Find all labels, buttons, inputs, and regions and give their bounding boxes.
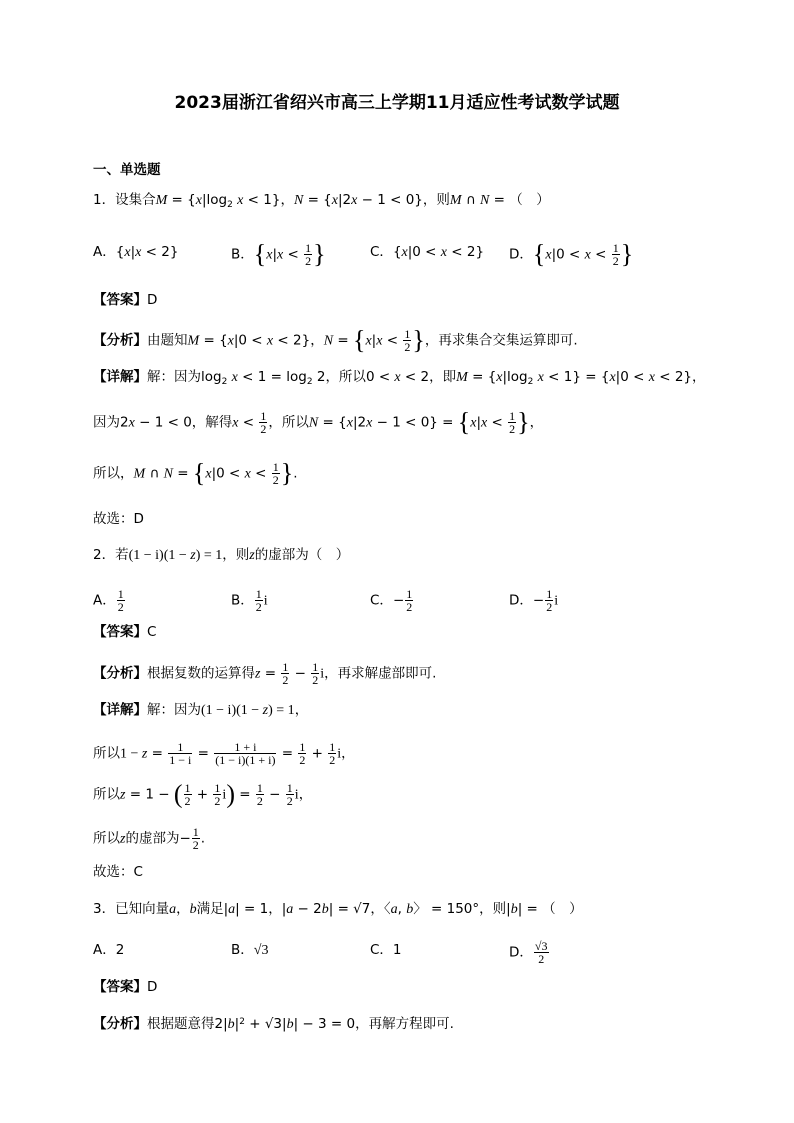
q1-detail-line1: 【详解】解：因为$\log_2 x < 1 = \log_2 2$，所以0 < x < 2，即$M = \{x|\log_2$ x < 1} = {x|0 < x < 2}， (93, 369, 706, 387)
q1-option-c[interactable]: C．{x|0 < x < 2} (370, 244, 485, 260)
q3-option-d[interactable]: D． $\frac{√3}{2}$ (509, 939, 548, 966)
q1-option-b[interactable]: B．{x|x < $\frac{1}{2}$ } (231, 239, 326, 269)
q2-choose: 故选：C (93, 864, 143, 880)
q1-answer: 【答案】D (93, 292, 158, 308)
q1-detail-line2: 因为2x − 1 < 0，解得x < $\frac{1}{2}$ ，所以N = {x|2x − 1 < 0} = {x|x < $\frac{1}{2}$ }， (93, 407, 544, 437)
q3-option-b[interactable]: B．√3 (231, 942, 269, 958)
q2-option-c[interactable]: C．− $\frac{1}{2}$ (370, 587, 413, 614)
q2-stem: 2．若(1 − i)(1 − z) = 1，则z的虚部为（ ） (93, 547, 350, 563)
q1-choose: 故选：D (93, 511, 144, 527)
q2-detail-line3: 所以z = 1 − ( $\frac{1}{2}$ + $\frac{1}{2}$ i) = $\frac{1}{2}$ − $\frac{1}{2}$ i， (93, 779, 313, 809)
q2-option-a[interactable]: A． $\frac{1}{2}$ (93, 587, 124, 614)
q1-stem: 1．设集合$M = \{x|\log_2$ x < 1}，N = {x|2x − 1 < 0}，则M ∩ N = （ ） (93, 192, 550, 210)
page-title: 2023届浙江省绍兴市高三上学期11月适应性考试数学试题 (174, 93, 620, 113)
q3-option-a[interactable]: A．2 (93, 942, 125, 958)
q1-number: 1． (93, 192, 116, 208)
q1-option-d[interactable]: D．{x|0 < x < $\frac{1}{2}$ } (509, 239, 634, 269)
q2-detail-line2: 所以1 − z = $\frac{1}{1 - i}$ = $\frac{1 + i}{(1 - i)(1 + i)}$ = $\frac{1}{2}$ + $\frac{1}{2}$ i， (93, 740, 355, 767)
q1-option-a[interactable]: A．{x|x < 2} (93, 244, 179, 260)
q3-stem: 3．已知向量a，b满足|a| = 1，|a − 2b| = √7，〈a, b〉 = 150°，则|b| = （ ） (93, 901, 583, 917)
q3-option-c[interactable]: C．1 (370, 942, 402, 958)
q2-number: 2．若 (93, 547, 129, 563)
q2-analysis: 【分析】根据复数的运算得z = $\frac{1}{2}$ − $\frac{1}{2}$ i，再求解虚部即可. (93, 660, 437, 687)
q3-answer: 【答案】D (93, 979, 158, 995)
q2-answer: 【答案】C (93, 624, 157, 640)
section-heading: 一、单选题 (93, 162, 161, 178)
q1-analysis: 【分析】由题知M = {x|0 < x < 2}，N = {x|x < $\frac{1}{2}$ }，再求集合交集运算即可. (93, 325, 578, 355)
q2-detail-line1: 【详解】解：因为(1 − i)(1 − z) = 1， (93, 702, 309, 718)
q2-detail-line4: 所以z的虚部为− $\frac{1}{2}$ . (93, 825, 206, 852)
q1-detail-line3: 所以，M ∩ N = {x|0 < x < $\frac{1}{2}$ }. (93, 458, 298, 488)
q3-analysis: 【分析】根据题意得$2|b|^2 + √3|b| - 3 = 0$，再解方程即可. (93, 1016, 454, 1032)
q2-option-d[interactable]: D．− $\frac{1}{2}$ i (509, 587, 559, 614)
q2-option-b[interactable]: B． $\frac{1}{2}$ i (231, 587, 268, 614)
q3-number: 3．已知向量 (93, 901, 170, 917)
